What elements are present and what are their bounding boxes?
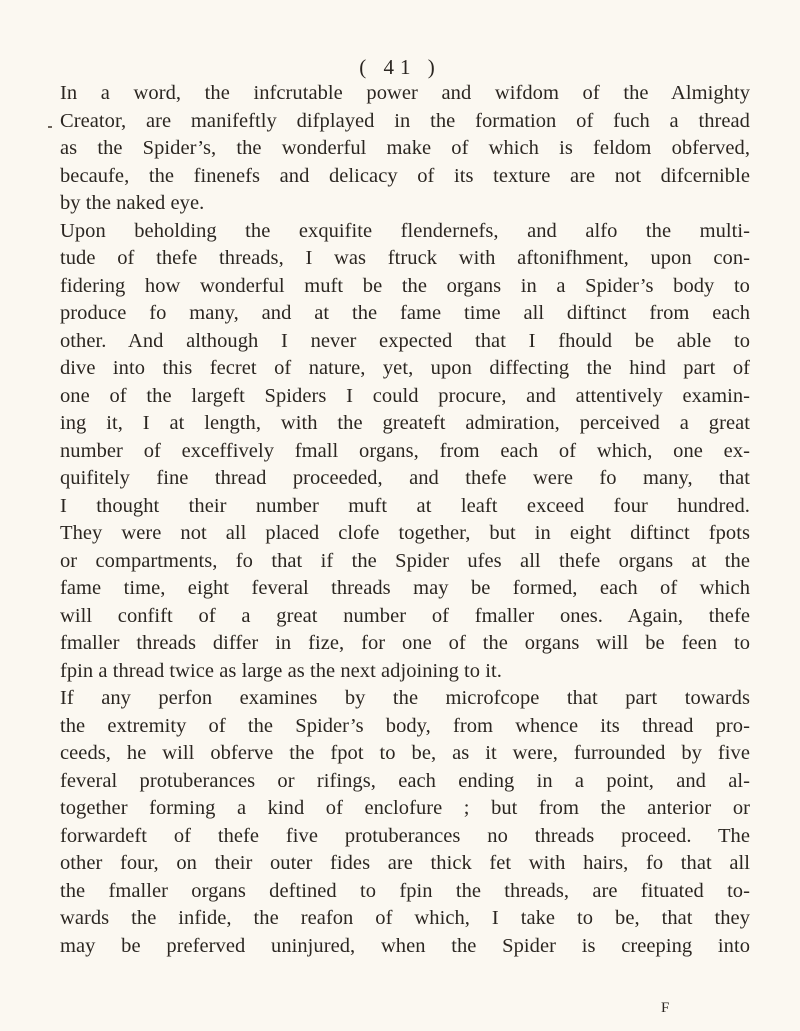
body-text — [60, 80, 750, 960]
text-line: produce fo many, and at the fame time all diftinct from each — [60, 302, 750, 324]
text-line: will confift of a great number of fmaller ones. Again, thefe — [60, 604, 750, 627]
text-line: Upon beholding the exquifite flendernefs, and alfo the multi- — [60, 219, 750, 242]
text-line: quifitely fine thread proceeded, and thefe were fo many, that — [60, 467, 750, 489]
text-line: the extremity of the Spider’s body, from whence its thread pro- — [60, 714, 750, 737]
page-number: ( 41 ) — [359, 55, 441, 79]
text-line: wards the infide, the reafon of which, I take to be, that they — [60, 907, 750, 929]
text-line: dive into this fecret of nature, yet, upon diffecting the hind part of — [60, 357, 750, 379]
signature-mark: F — [661, 1000, 671, 1016]
text-line: forwardeft of thefe five protuberances no threads proceed. The — [60, 824, 750, 847]
text-line: number of exceffively fmall organs, from each of which, one ex- — [60, 439, 750, 462]
text-line: fame time, eight feveral threads may be formed, each of which — [60, 577, 750, 599]
text-line: becaufe, the finenefs and delicacy of its texture are not difcernible — [60, 164, 750, 187]
text-line: or compartments, fo that if the Spider ufes all thefe organs at the — [60, 549, 750, 572]
text-line: fmaller threads differ in fize, for one of the organs will be feen to — [60, 632, 750, 654]
text-line: If any perfon examines by the microfcope that part towards — [60, 687, 750, 709]
text-line: as the Spider’s, the wonderful make of which is feldom obferved, — [60, 137, 750, 159]
text-line: In a word, the infcrutable power and wifdom of the Almighty — [60, 82, 750, 104]
text-line: fpin a thread twice as large as the next adjoining to it. — [60, 659, 502, 682]
text-line: may be preferved uninjured, when the Spider is creeping into — [60, 934, 750, 957]
text-line: ceeds, he will obferve the fpot to be, as it were, furrounded by five — [60, 742, 750, 764]
text-line: other. And although I never expected that I fhould be able to — [60, 329, 750, 352]
text-line: feveral protuberances or rifings, each ending in a point, and al- — [60, 769, 750, 792]
text-line: tude of thefe threads, I was ftruck with aftonifhment, upon con- — [60, 247, 750, 269]
text-line: They were not all placed clofe together, but in eight diftinct fpots — [60, 522, 750, 544]
text-line: by the naked eye. — [60, 192, 205, 214]
text-line: other four, on their outer fides are thick fet with hairs, fo that all — [60, 852, 750, 874]
text-line: ing it, I at length, with the greateft admiration, perceived a great — [60, 412, 750, 434]
text-line: one of the largeft Spiders I could procure, and attentively examin- — [60, 384, 750, 407]
margin-mark — [48, 126, 52, 128]
text-line: together forming a kind of enclofure ; but from the anterior or — [60, 797, 750, 819]
text-line: Creator, are manifeftly difplayed in the formation of fuch a thread — [60, 109, 750, 132]
text-line: I thought their number muft at leaft exceed four hundred. — [60, 494, 750, 517]
text-line: fidering how wonderful muft be the organs in a Spider’s body to — [60, 274, 750, 297]
text-line: the fmaller organs deftined to fpin the threads, are fituated to- — [60, 879, 750, 902]
